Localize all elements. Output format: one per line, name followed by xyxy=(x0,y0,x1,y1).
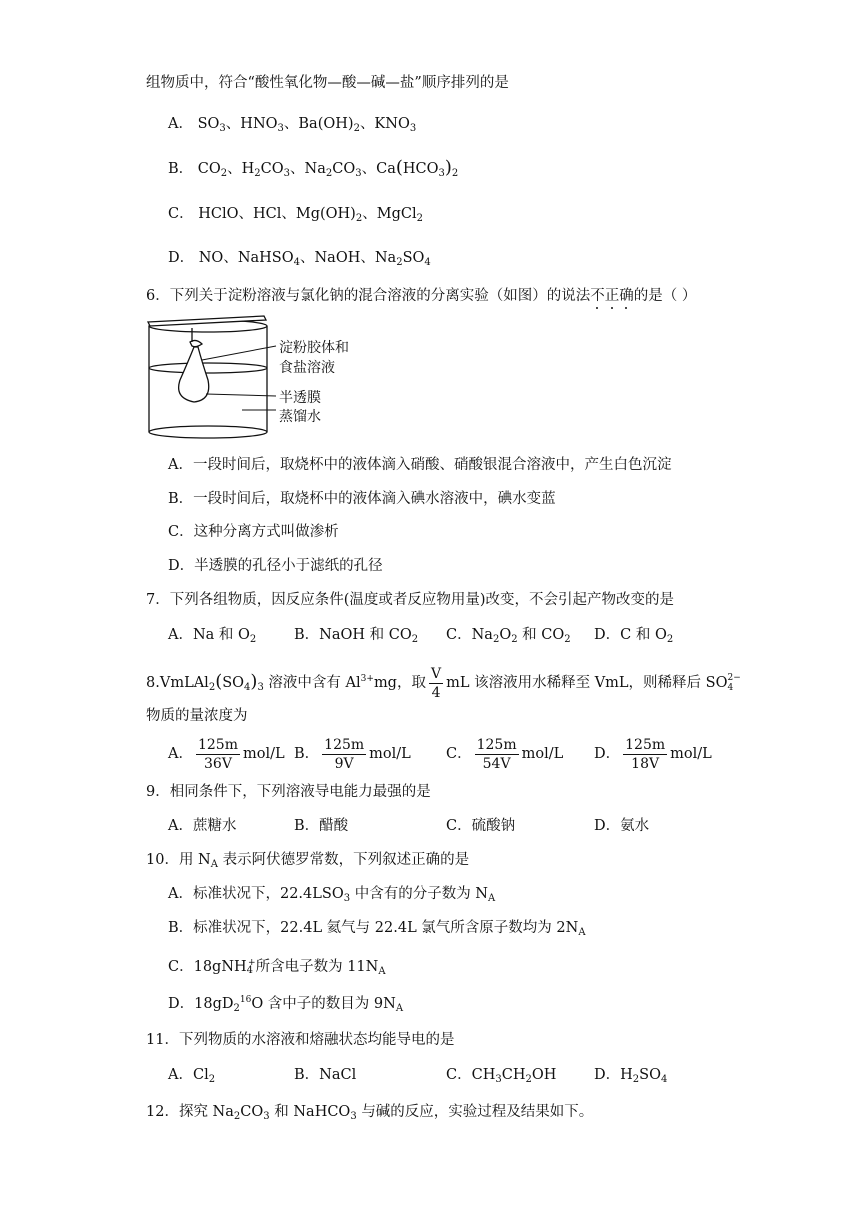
q9-option-c[interactable]: C．硫酸钠 xyxy=(446,818,516,834)
q8-option-c[interactable]: C． $\frac{125m}{54V}$ mol/L xyxy=(446,736,564,772)
q10-option-d[interactable]: D．$18gD_2^{16}O$ 含中子的数目为 $9N_A$ xyxy=(168,995,404,1014)
q7-option-c[interactable]: C．$Na_2O_2$ 和 $CO_2$ xyxy=(446,627,571,645)
q8-option-d[interactable]: D． $\frac{125m}{18V}$ mol/L xyxy=(594,736,712,772)
q5-stem: 组物质中，符合“酸性氧化物—酸—碱—盐”顺序排列的是 xyxy=(146,75,509,91)
q7-stem: 7．下列各组物质，因反应条件(温度或者反应物用量)改变，不会引起产物改变的是 xyxy=(146,592,675,608)
q9-option-d[interactable]: D．氨水 xyxy=(594,818,650,834)
q11-option-c[interactable]: C．$CH_3CH_2OH$ xyxy=(446,1067,557,1085)
label-distilled-water: 蒸馏水 xyxy=(279,409,321,425)
q5-option-a[interactable]: A． $SO_3$、$HNO_3$、$Ba(OH)_2$、$KNO_3$ xyxy=(168,116,417,134)
q9-option-b[interactable]: B．醋酸 xyxy=(294,818,349,834)
q11-option-b[interactable]: B．NaCl xyxy=(294,1067,357,1083)
q8-stem: $8.VmLAl_2(SO_4)_3$ 溶液中含有 $Al^{3+}mg$，取 $\frac{V}{4}$ mL 该溶液用水稀释至 VmL，则稀释后 SO 2− 4 xyxy=(146,665,741,701)
label-salt-solution: 食盐溶液 xyxy=(279,360,335,376)
q7-option-d[interactable]: D．C 和 $O_2$ xyxy=(594,627,674,645)
q10-option-c[interactable]: C．18gNH$_4$+所含电子数为 $11N_A$ xyxy=(168,958,386,977)
q12-stem: 12．探究 $Na_2CO_3$ 和 NaHCO$_3$ 与碱的反应，实验过程及结果如下。 xyxy=(146,1104,594,1122)
q5-option-b[interactable]: B． $CO_2$、$H_2CO_3$、$Na_2CO_3$、$Ca(HCO_3)_2$ xyxy=(168,157,459,179)
dialysis-figure xyxy=(146,312,366,444)
q11-stem: 11．下列物质的水溶液和熔融状态均能导电的是 xyxy=(146,1032,455,1048)
q9-stem: 9．相同条件下，下列溶液导电能力最强的是 xyxy=(146,784,431,800)
label-starch-colloid: 淀粉胶体和 xyxy=(279,340,349,356)
q8-option-b[interactable]: B． $\frac{125m}{9V}$ mol/L xyxy=(294,736,411,772)
semipermeable-bag xyxy=(179,328,209,402)
q10-stem: 10．用 $N_A$ 表示阿伏德罗常数，下列叙述正确的是 xyxy=(146,852,470,870)
leader-lines xyxy=(202,346,276,410)
q9-option-a[interactable]: A．蔗糖水 xyxy=(168,818,237,834)
q6-stem: 6．下列关于淀粉溶液与氯化钠的混合溶液的分离实验（如图）的说法不正确的是（ ） xyxy=(146,288,697,304)
glass-rod xyxy=(148,316,266,326)
q7-option-b[interactable]: B．NaOH 和 $CO_2$ xyxy=(294,627,419,645)
q10-option-b[interactable]: B．标准状况下，22.4L 氦气与 22.4L 氯气所含原子数均为 $2N_A$ xyxy=(168,920,586,938)
q7-option-a[interactable]: A．Na 和 $O_2$ xyxy=(168,627,257,645)
q11-option-a[interactable]: A．$Cl_2$ xyxy=(168,1067,216,1085)
q6-option-a[interactable]: A．一段时间后，取烧杯中的液体滴入硝酸、硝酸银混合溶液中，产生白色沉淀 xyxy=(168,457,672,473)
q6-option-d[interactable]: D．半透膜的孔径小于滤纸的孔径 xyxy=(168,558,383,574)
q6-option-b[interactable]: B．一段时间后，取烧杯中的液体滴入碘水溶液中，碘水变蓝 xyxy=(168,491,556,507)
q10-option-a[interactable]: A．标准状况下，$22.4LSO_3$ 中含有的分子数为 $N_A$ xyxy=(168,886,496,904)
q6-option-c[interactable]: C．这种分离方式叫做渗析 xyxy=(168,524,339,540)
q8-option-a[interactable]: A． $\frac{125m}{36V}$ mol/L xyxy=(168,736,285,772)
q5-option-c[interactable]: C． HClO、HCl、$Mg(OH)_2$、MgCl$_2$ xyxy=(168,206,423,224)
q8-stem-line2: 物质的量浓度为 xyxy=(146,708,248,724)
label-membrane: 半透膜 xyxy=(279,390,321,406)
q11-option-d[interactable]: D．$H_2SO_4$ xyxy=(594,1067,668,1085)
q5-option-d[interactable]: D． NO、NaHSO$_4$、NaOH、$Na_2SO_4$ xyxy=(168,250,431,268)
